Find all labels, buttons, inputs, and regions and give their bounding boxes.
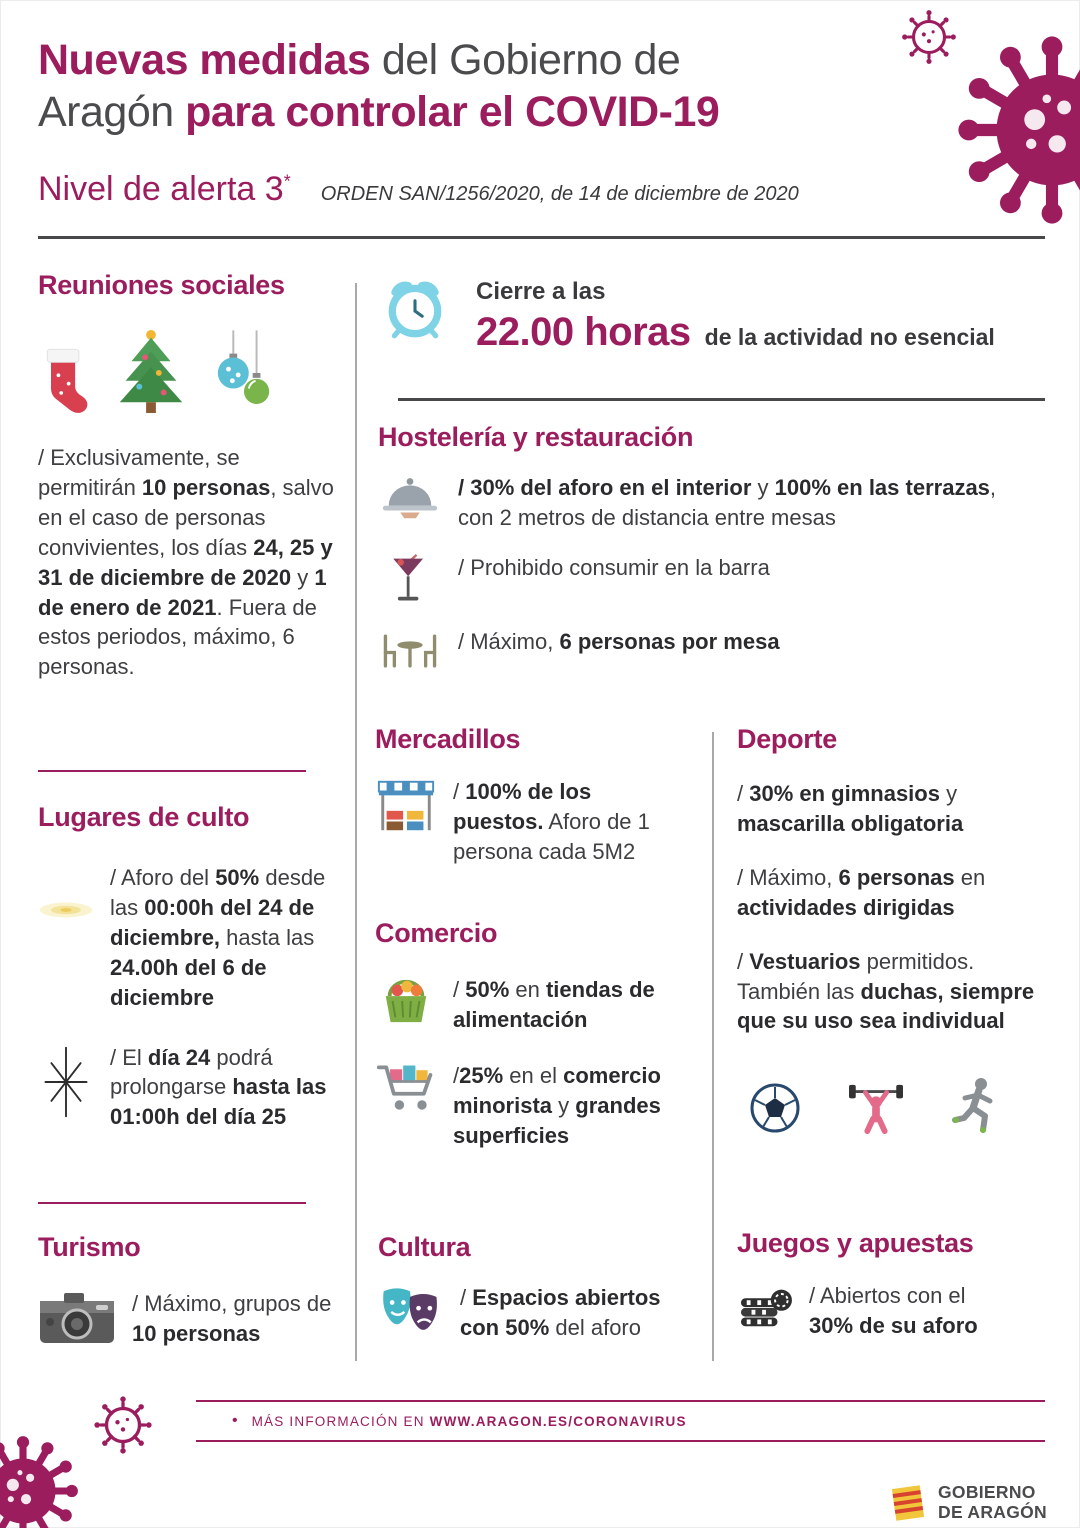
vertical-divider	[712, 732, 714, 1361]
cultura-item-text: / Espacios abiertos con 50% del aforo	[460, 1285, 661, 1340]
comercio-item	[375, 975, 691, 1035]
christmas-stocking-icon	[38, 341, 90, 417]
comercio-title: Comercio	[375, 918, 498, 948]
juegos-item-text: / Abiertos con el 30% de su aforo	[809, 1283, 978, 1338]
shopping-cart-icon	[375, 1061, 437, 1117]
deporte-title: Deporte	[737, 724, 837, 754]
subtitle-row	[38, 170, 799, 209]
closure-suffix: de la actividad no esencial	[704, 324, 995, 350]
order-reference: ORDEN SAN/1256/2020, de 14 de diciembre de 2020	[320, 183, 799, 205]
hosteleria-item-text: / Prohibido consumir en la barra	[458, 554, 770, 580]
christmas-icons-row	[38, 321, 340, 417]
page-title	[38, 34, 719, 139]
vertical-divider	[355, 283, 357, 1361]
logo-line2: DE ARAGÓN	[938, 1502, 1047, 1522]
reuniones-title: Reuniones sociales	[38, 270, 285, 300]
title-normal-1: del Gobierno de	[370, 36, 681, 84]
culto-title: Lugares de culto	[38, 802, 250, 832]
serving-dish-icon	[378, 473, 442, 519]
title-bold-2: para controlar el COVID-19	[185, 88, 720, 137]
section-lugares-de-culto	[38, 802, 346, 1132]
poker-chips-icon	[737, 1281, 793, 1331]
juegos-title: Juegos y apuestas	[737, 1228, 974, 1258]
alert-asterisk: *	[283, 171, 291, 192]
ornaments-icon	[212, 329, 274, 417]
gobierno-aragon-logo	[888, 1483, 1047, 1523]
culto-item-text: / El día 24 podrá prolongarse hasta las 01:00h del día 25	[110, 1044, 327, 1130]
divider	[38, 770, 306, 772]
footer-info-text: MÁS INFORMACIÓN EN WWW.ARAGON.ES/CORONAVIRUS	[251, 1413, 687, 1429]
closure-line1: Cierre a las	[476, 278, 606, 305]
virus-icon	[0, 1430, 84, 1528]
hosteleria-item	[378, 627, 1046, 675]
hosteleria-title: Hostelería y restauración	[378, 422, 694, 452]
section-juegos-apuestas	[737, 1228, 1045, 1341]
cocktail-icon	[378, 553, 442, 607]
title-normal-2: Aragón	[38, 88, 186, 137]
closure-banner	[382, 276, 995, 355]
hosteleria-item	[378, 473, 1046, 533]
deporte-item-text: / Vestuarios permitidos. También las duchas, siempre que su uso sea individual	[737, 948, 1035, 1034]
mercadillos-title: Mercadillos	[375, 724, 521, 754]
culto-item	[38, 863, 346, 1013]
turismo-item-text: / Máximo, grupos de 10 personas	[132, 1291, 332, 1346]
section-cultura	[378, 1232, 694, 1343]
running-icon	[951, 1076, 997, 1134]
culto-item-text: / Aforo del 50% desde las 00:00h del 24 de diciembre, hasta las 24.00h del 6 de diciembre	[110, 865, 326, 1010]
deporte-item-text: / 30% en gimnasios y mascarilla obligatoria	[737, 781, 964, 836]
camera-icon	[38, 1289, 116, 1347]
logo-text	[938, 1483, 1047, 1522]
reuniones-text: / Exclusivamente, se permitirán 10 personas, salvo en el caso de personas convivientes, los días 24, 25 y 31 de diciembre de 2020 y 1 de enero de 2021. Fuera de estos periodos, máximo, 6 personas.	[38, 445, 334, 680]
mercadillos-item-text: / 100% de los puestos. Aforo de 1 persona cada 5M2	[453, 779, 650, 864]
virus-outline-icon	[90, 1392, 156, 1458]
candle-glow-icon	[38, 897, 94, 923]
section-hosteleria	[378, 422, 1046, 675]
hosteleria-item-text: / 30% del aforo en el interior y 100% en las terrazas, con 2 metros de distancia entre mesas	[458, 475, 997, 530]
hosteleria-item	[378, 553, 1046, 607]
hosteleria-item-text: / Máximo, 6 personas por mesa	[458, 628, 780, 654]
section-reuniones-sociales	[38, 270, 340, 682]
logo-line1: GOBIERNO	[938, 1482, 1036, 1503]
aragon-flag-icon	[888, 1483, 928, 1523]
divider	[38, 1202, 306, 1204]
food-basket-icon	[375, 975, 437, 1027]
section-comercio	[375, 918, 691, 1151]
cultura-item	[378, 1283, 694, 1343]
comercio-item-text: /25% en el comercio minorista y grandes superficies	[453, 1062, 661, 1148]
theater-masks-icon	[378, 1283, 444, 1339]
alert-level: Nivel de alerta 3*	[38, 170, 291, 208]
footer-info-band	[196, 1400, 1045, 1442]
comercio-item-text: / 50% en tiendas de alimentación	[453, 977, 655, 1032]
table-chairs-icon	[378, 627, 442, 675]
weightlifting-icon	[847, 1080, 905, 1134]
closure-time: 22.00 horas	[476, 310, 691, 354]
mercadillos-item	[375, 777, 691, 867]
turismo-item	[38, 1289, 346, 1349]
section-deporte	[737, 724, 1045, 1134]
comercio-item	[375, 1061, 691, 1151]
title-bold-1: Nuevas medidas	[38, 36, 371, 84]
star-icon	[38, 1043, 94, 1121]
christmas-tree-icon	[110, 325, 192, 417]
closure-text	[476, 276, 995, 355]
section-turismo	[38, 1232, 346, 1349]
header-divider	[38, 236, 1045, 239]
deporte-item-text: / Máximo, 6 personas en actividades dirigidas	[737, 864, 986, 920]
turismo-title: Turismo	[38, 1232, 141, 1262]
cultura-title: Cultura	[378, 1232, 471, 1262]
soccer-ball-icon	[749, 1082, 801, 1134]
culto-item	[38, 1043, 346, 1133]
section-mercadillos	[375, 724, 691, 867]
juegos-item	[737, 1281, 1045, 1341]
section-divider	[398, 398, 1045, 401]
virus-icon	[948, 26, 1080, 234]
sports-icons-row	[737, 1076, 1045, 1134]
alarm-clock-icon	[382, 276, 448, 342]
bullet-icon: •	[232, 1412, 238, 1429]
market-stall-icon	[375, 777, 437, 835]
